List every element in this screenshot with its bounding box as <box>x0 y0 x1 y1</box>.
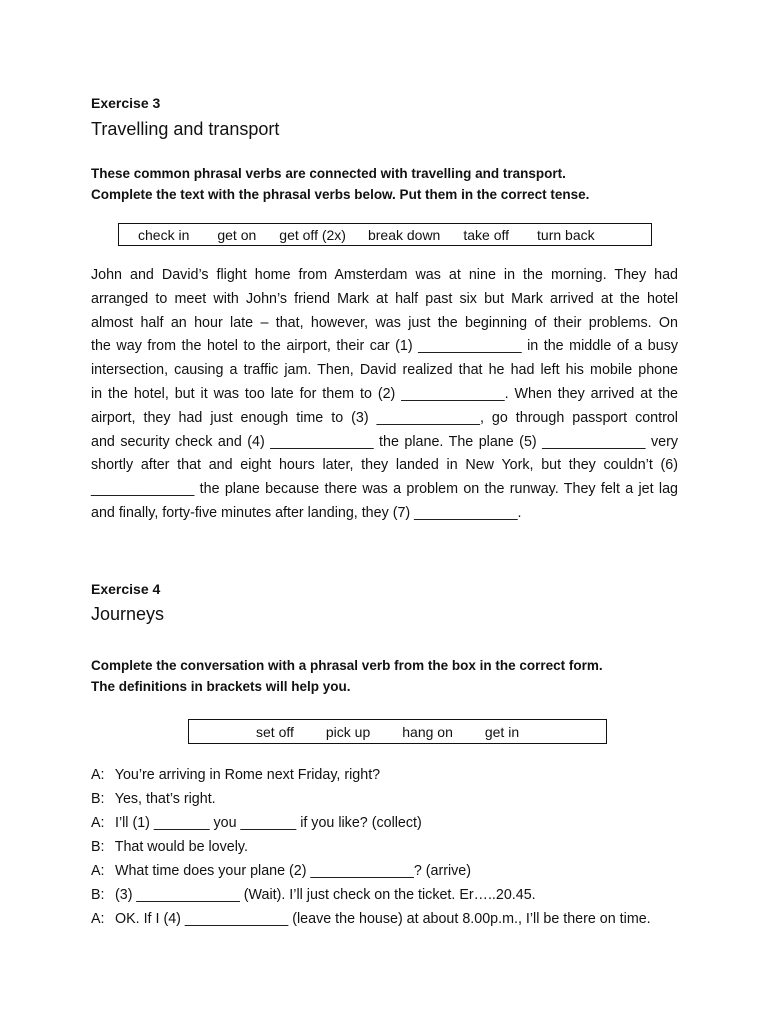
dialogue-line <box>91 839 248 855</box>
word-box-item: get off (2x) <box>279 226 346 243</box>
instruction-line: These common phrasal verbs are connected with travelling and transport. <box>91 166 566 181</box>
speaker-label: A: <box>91 863 105 879</box>
paragraph-line: almost half an hour late – that, however, was just the beginning of their problems. On <box>91 314 678 331</box>
word-box-item: turn back <box>537 226 595 243</box>
word-box-item: get on <box>217 226 257 243</box>
paragraph-line: and security check and (4) _____________ the plane. The plane (5) _____________ very <box>91 433 678 450</box>
dialogue-text: That would be lovely. <box>114 839 248 855</box>
speaker-label: A: <box>91 767 105 783</box>
dialogue-line <box>91 791 216 807</box>
instruction-line: Complete the text with the phrasal verbs below. Put them in the correct tense. <box>91 187 590 202</box>
paragraph-line: John and David’s flight home from Amsterdam was at nine in the morning. They had <box>91 267 678 283</box>
word-box-item: hang on <box>402 723 453 740</box>
dialogue-line <box>91 863 471 879</box>
speaker-label: A: <box>91 911 105 927</box>
word-box-item: check in <box>138 226 190 243</box>
dialogue-text: What time does your plane (2) _____________? (arrive) <box>114 863 472 879</box>
speaker-label: B: <box>91 887 105 903</box>
word-box-item: pick up <box>325 723 371 740</box>
paragraph-line: intersection, causing a traffic jam. Then, David realized that he had left his mobile phone <box>91 362 678 379</box>
speaker-label: A: <box>91 815 105 831</box>
paragraph-line: and finally, forty-five minutes after landing, they (7) _____________. <box>91 504 522 521</box>
paragraph-line: shortly after that and eight hours later, they landed in New York, but they couldn’t (6) <box>91 457 678 474</box>
exercise-4-word-box <box>188 719 607 744</box>
dialogue-text: You’re arriving in Rome next Friday, right? <box>114 767 381 783</box>
exercise-3-instructions <box>91 163 691 205</box>
dialogue-line <box>91 887 536 903</box>
exercise-3-word-box <box>118 223 652 246</box>
dialogue-text: Yes, that’s right. <box>114 791 216 807</box>
instruction-line: The definitions in brackets will help you. <box>91 679 351 694</box>
paragraph-line: _____________ the plane because there was a problem on the runway. They felt a jet lag <box>91 481 678 498</box>
dialogue-text: (3) _____________ (Wait). I’ll just check on the ticket. Er…..20.45. <box>114 887 536 903</box>
exercise-4-label: Exercise 4 <box>91 581 161 597</box>
exercise-3-label: Exercise 3 <box>91 95 161 111</box>
instruction-line: Complete the conversation with a phrasal verb from the box in the correct form. <box>91 658 603 673</box>
speaker-label: B: <box>91 839 105 855</box>
dialogue-text: OK. If I (4) _____________ (leave the house) at about 8.00p.m., I’ll be there on time. <box>114 911 651 927</box>
dialogue-line <box>91 767 380 783</box>
word-box-item: get in <box>484 723 520 740</box>
dialogue-text: I’ll (1) _______ you _______ if you like? (collect) <box>114 815 422 831</box>
exercise-4-instructions <box>91 655 691 697</box>
paragraph-line: the way from the hotel to the airport, their car (1) _____________ in the middle of a busy <box>91 338 678 355</box>
word-box-item: set off <box>256 723 294 740</box>
paragraph-line: arranged to meet with John’s friend Mark at half past six but Mark arrived at the hotel <box>91 290 678 307</box>
exercise-3-paragraph <box>91 264 678 526</box>
word-box-item: take off <box>463 226 510 243</box>
exercise-4-title: Journeys <box>91 604 165 624</box>
dialogue-line <box>91 815 422 831</box>
word-box-item: break down <box>367 226 441 243</box>
dialogue-line <box>91 911 651 927</box>
paragraph-line: airport, they had just enough time to (3) _____________, go through passport control <box>91 409 678 426</box>
paragraph-line: in the hotel, but it was too late for them to (2) _____________. When they arrived at the <box>91 385 678 402</box>
speaker-label: B: <box>91 791 105 807</box>
exercise-3-title: Travelling and transport <box>91 119 280 139</box>
